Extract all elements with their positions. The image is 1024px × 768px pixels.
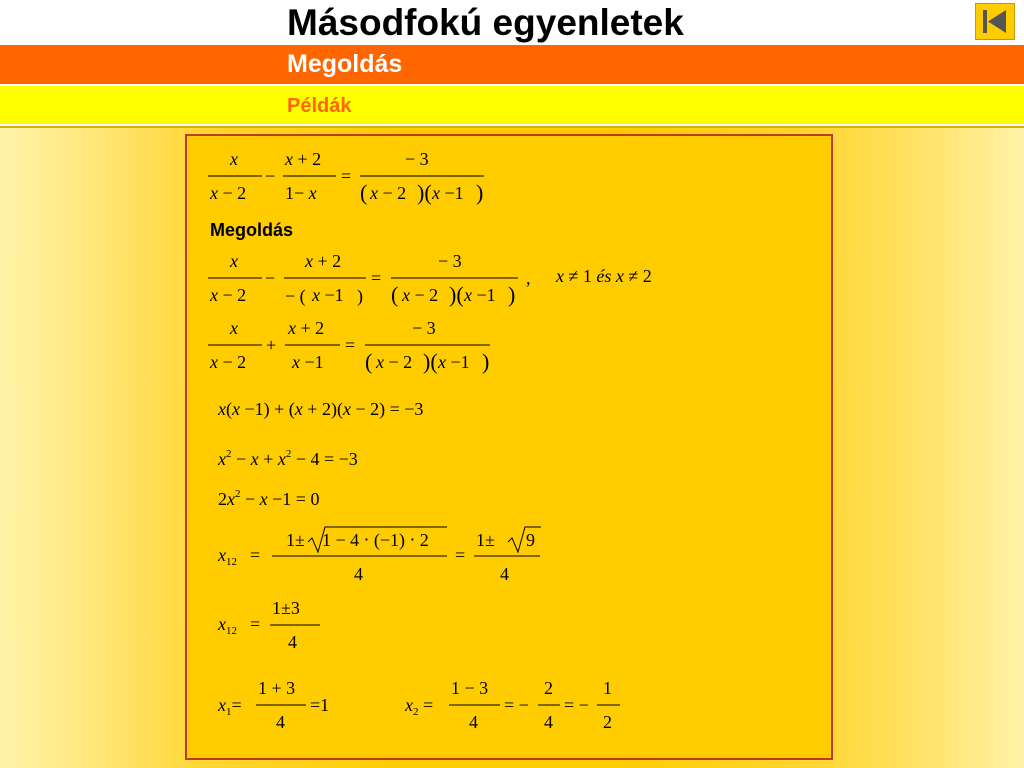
svg-text:− 3: − 3	[405, 149, 429, 169]
svg-text:(: (	[365, 349, 373, 374]
svg-text:+: +	[266, 335, 277, 355]
svg-text:x −1: x −1	[292, 352, 324, 372]
svg-text:x −1: x −1	[312, 285, 344, 305]
svg-text:x: x	[230, 251, 238, 271]
svg-text:x + 2: x + 2	[288, 318, 325, 338]
svg-text:x2 =: $x_2$ =	[405, 695, 434, 718]
svg-text:(: (	[360, 180, 368, 205]
svg-text:−: −	[265, 268, 276, 288]
svg-text:)(: )(	[449, 282, 464, 307]
svg-text:4: 4	[544, 712, 553, 732]
svg-text:= −: = −	[504, 695, 529, 715]
svg-text:=: =	[341, 166, 352, 186]
svg-text:=: =	[250, 545, 261, 565]
svg-text:x(x −1) + (x + 2)(x − 2) = −3: x(x −1) + (x + 2)(x − 2) = −3	[218, 399, 424, 419]
svg-text:2: 2	[544, 678, 553, 698]
svg-text:− 3: − 3	[412, 318, 436, 338]
svg-text:1 − 3: 1 − 3	[451, 678, 489, 698]
svg-text:9: 9	[526, 530, 535, 550]
svg-text:x − 2: x − 2	[370, 183, 407, 203]
svg-text:4: 4	[288, 632, 297, 652]
subsection-title: Példák	[287, 95, 352, 117]
svg-text:x: x	[230, 318, 238, 338]
svg-text:x1=: $x_1=$	[218, 695, 242, 718]
svg-text:x: x	[230, 149, 238, 169]
svg-text:x2 − x + x2 − 4 = −3: $x^2 - x + x^2 - 4 = -3$	[218, 448, 358, 469]
svg-text:= −: = −	[564, 695, 589, 715]
svg-text:x12: $x_{12}$	[218, 545, 237, 568]
svg-text:2x2 − x −1 = 0: $2x^2 - x -1 = 0$	[218, 488, 320, 509]
svg-text:−: −	[265, 166, 276, 186]
svg-text:): )	[508, 282, 516, 307]
svg-text:1 + 3: 1 + 3	[258, 678, 296, 698]
svg-text:− (: − (	[285, 286, 306, 306]
svg-text:x − 2: x − 2	[210, 352, 247, 372]
svg-text:x + 2: x + 2	[285, 149, 322, 169]
svg-text:x12: $x_{12}$	[218, 614, 237, 637]
svg-text:): )	[357, 286, 363, 306]
svg-text:1: 1	[603, 678, 612, 698]
svg-text:=: =	[371, 268, 382, 288]
page-title: Másodfokú egyenletek	[287, 2, 684, 43]
svg-text:)(: )(	[423, 349, 438, 374]
svg-text:=: =	[250, 614, 261, 634]
svg-text:1±: 1±	[286, 530, 305, 550]
svg-text:1 − 4 ⋅ (−1) ⋅ 2: 1 − 4 ⋅ (−1) ⋅ 2	[322, 530, 429, 550]
svg-text:)(: )(	[417, 180, 432, 205]
svg-text:x −1: x −1	[432, 183, 464, 203]
svg-text:x − 2: x − 2	[210, 183, 247, 203]
svg-text:x −1: x −1	[464, 285, 496, 305]
svg-text:1− x: 1− x	[285, 183, 317, 203]
svg-text:x −1: x −1	[438, 352, 470, 372]
svg-text:4: 4	[276, 712, 285, 732]
svg-text:,: ,	[526, 268, 531, 288]
svg-text:=: =	[455, 545, 466, 565]
section-title: Megoldás	[287, 50, 403, 78]
svg-text:(: (	[391, 282, 399, 307]
svg-text:1±: 1±	[476, 530, 495, 550]
svg-text:x ≠ 1 és x ≠ 2: x ≠ 1 és x ≠ 2	[556, 266, 652, 286]
svg-text:x − 2: x − 2	[402, 285, 439, 305]
svg-text:): )	[476, 180, 484, 205]
svg-text:− 3: − 3	[438, 251, 462, 271]
svg-text:=: =	[345, 335, 356, 355]
solution-label: Megoldás	[210, 220, 294, 240]
svg-text:=1: =1	[310, 695, 330, 715]
svg-text:): )	[482, 349, 490, 374]
svg-text:4: 4	[500, 564, 509, 584]
svg-text:x − 2: x − 2	[376, 352, 413, 372]
svg-text:4: 4	[469, 712, 478, 732]
svg-text:x + 2: x + 2	[305, 251, 342, 271]
svg-text:2: 2	[603, 712, 612, 732]
svg-text:1±3: 1±3	[272, 598, 300, 618]
svg-text:4: 4	[354, 564, 363, 584]
svg-text:x − 2: x − 2	[210, 285, 247, 305]
